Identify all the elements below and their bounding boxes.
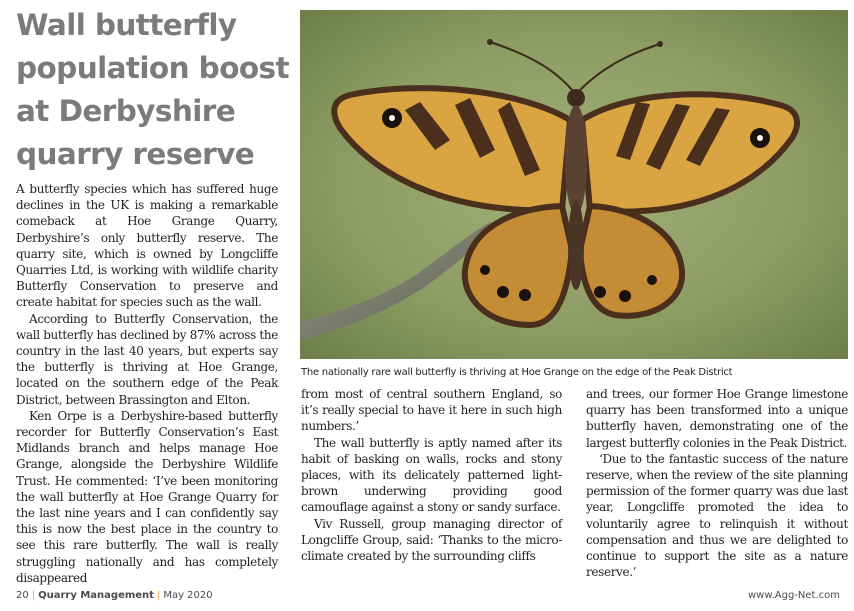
wall-butterfly-photo [300,10,848,359]
body-column-2 [301,386,562,564]
body-column-1 [16,181,278,586]
footer-left [16,589,213,603]
footer-separator: | [31,590,36,601]
paragraph: and trees, our former Hoe Grange limestone quarry has been transformed into a unique butterfly haven, demonstrating one of the largest butterfly colonies in the Peak District. [586,387,848,450]
paragraph: from most of central southern England, so it’s really special to have it here in such high numbers.’ [301,387,562,434]
page-number: 20 [16,590,29,601]
website-link[interactable]: www.Agg-Net.com [747,590,840,601]
body-column-3 [586,386,848,580]
footer-separator: | [156,590,161,601]
paragraph: Viv Russell, group managing director of Longcliffe Group, said: ‘Thanks to the micro-climate created by the surrounding cliffs [301,516,562,564]
photo-caption: The nationally rare wall butterfly is thriving at Hoe Grange on the edge of the Peak District [301,367,733,378]
article-headline: Wall butterfly population boost at Derbyshire quarry reserve [16,8,289,171]
paragraph: The wall butterfly is aptly named after its habit of basking on walls, rocks and stony places, with its delicately patterned light-brown underwing providing good camouflage against a stony or sandy surface. [301,435,562,515]
issue-date: May 2020 [163,590,213,601]
paragraph: According to Butterfly Conservation, the wall butterfly has declined by 87% across the country in the last 40 years, but experts say the butterfly is thriving at Hoe Grange, located on the southern edge of the Peak District, between Brassington and Elton. [16,311,278,407]
butterfly-illustration [300,10,848,359]
publication-name: Quarry Management [38,590,154,601]
page-footer [16,589,840,603]
paragraph: ‘Due to the fantastic success of the nature reserve, when the review of the site planning permission of the former quarry was due last year, Longcliffe promoted the idea to voluntarily agree to relinquish it without compensation and thus we are delighted to continue to support the site as a nature reserve.’ [586,451,848,580]
paragraph: Ken Orpe is a Derbyshire-based butterfly recorder for Butterfly Conservation’s East Midlands branch and helps manage Hoe Grange, alongside the Derbyshire Wildlife Trust. He commented: ‘I’ve been monitoring the wall butterfly at Hoe Grange Quarry for the last nine years and I can confidently say this is now the best place in the country to see this rare butterfly. The wall is really struggling nationally and has completely disappeared [16,408,278,585]
paragraph: A butterfly species which has suffered huge declines in the UK is making a remarkable comeback at Hoe Grange Quarry, Derbyshire’s only butterfly reserve. The quarry site, which is owned by Longcliffe Quarries Ltd, is working with wildlife charity Butterfly Conservation to preserve and create habitat for species such as the wall. [16,182,278,310]
